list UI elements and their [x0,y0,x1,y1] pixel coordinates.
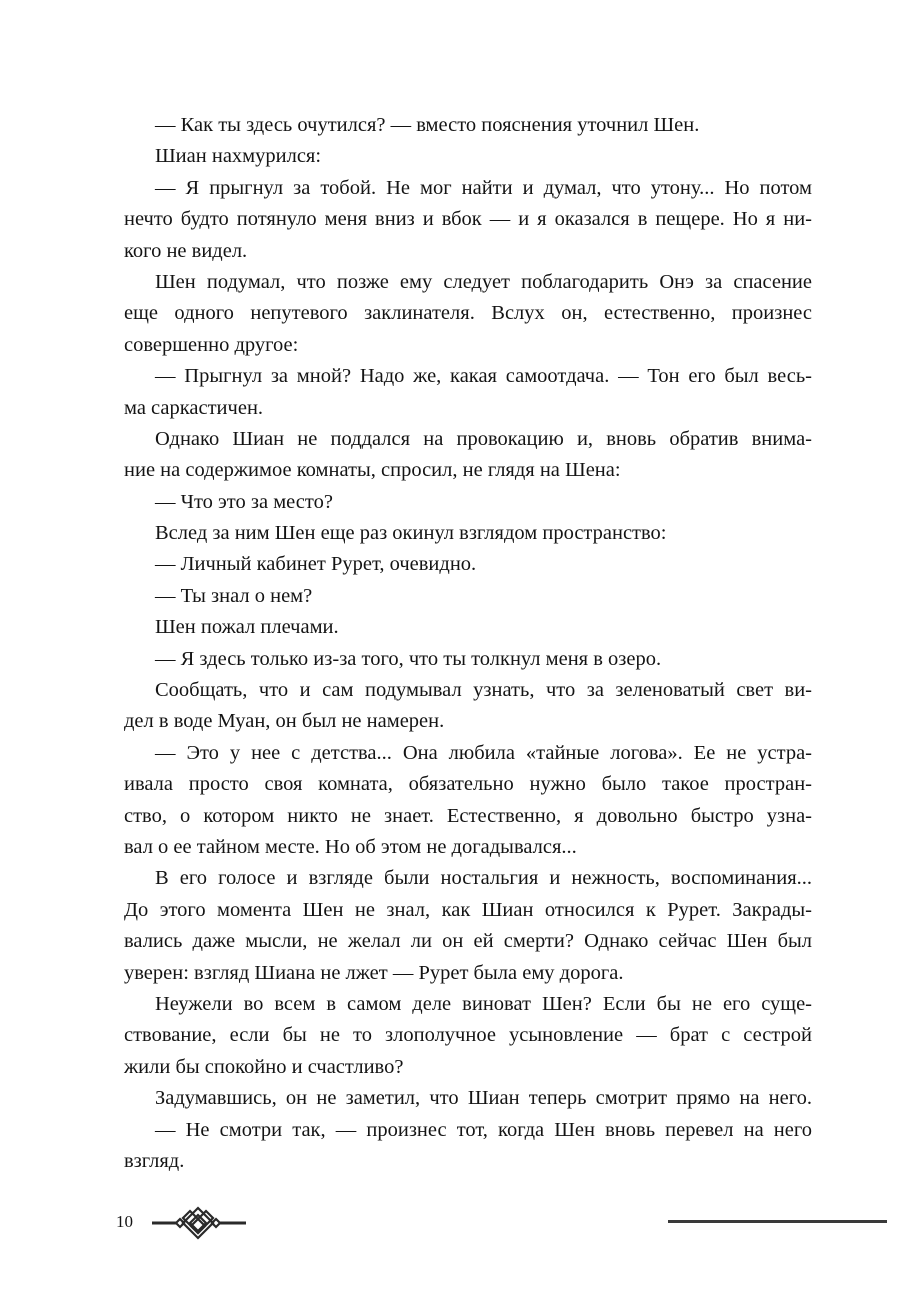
text-line: — Что это за место? [155,490,333,513]
text-line: Неужели во всем в самом деле виноват Шен? Если бы не его суще- [155,992,812,1015]
text-line: — Личный кабинет Рурет, очевидно. [155,553,477,576]
knot-lattice [176,1208,220,1238]
text-line: ма саркастичен. [124,396,264,419]
text-line: ствование, если бы не то злополучное усыновление — брат с сестрой [124,1024,812,1047]
text-line: жили бы спокойно и счастливо? [124,1055,404,1078]
text-line: кого не видел. [124,239,248,262]
text-line: Шен подумал, что позже ему следует поблагодарить Онэ за спасение [155,270,812,293]
endless-knot-icon [150,1206,248,1240]
text-line: дел в воде Муан, он был не намерен. [124,710,445,733]
text-line: совершенно другое: [124,333,299,356]
text-line: ство, о котором никто не знает. Естественно, я довольно быстро узна- [124,804,812,827]
text-line: Шен пожал плечами. [155,616,339,639]
page-number: 10 [116,1212,133,1231]
text-line: — Не смотри так, — произнес тот, когда Шен вновь перевел на него [155,1118,812,1141]
text-line: Сообщать, что и сам подумывал узнать, что за зеленоватый свет ви- [155,679,812,702]
text-line: Шиан нахмурился: [155,145,322,168]
text-line: взгляд. [124,1149,185,1172]
text-line: — Я здесь только из-за того, что ты толкнул меня в озеро. [155,647,662,670]
text-line: Вслед за ним Шен еще раз окинул взглядом пространство: [155,522,667,545]
text-line: ивала просто своя комната, обязательно нужно было такое простран- [124,773,812,796]
text-line: В его голосе и взгляде были ностальгия и нежность, воспоминания... [155,867,812,890]
text-line: уверен: взгляд Шиана не лжет — Рурет была ему дорога. [124,961,624,984]
text-line: вал о ее тайном месте. Но об этом не догадывался... [124,835,577,858]
text-line: нечто будто потянуло меня вниз и вбок — и я оказался в пещере. Но я ни- [124,208,812,231]
text-line: вались даже мысли, не желал ли он ей смерти? Однако сейчас Шен был [124,930,812,953]
text-line: До этого момента Шен не знал, как Шиан относился к Рурет. Закрады- [124,898,812,921]
text-line: Задумавшись, он не заметил, что Шиан теперь смотрит прямо на него. [155,1087,812,1110]
text-line: еще одного непутевого заклинателя. Вслух он, естественно, произнес [124,302,812,325]
text-line: — Как ты здесь очутился? — вместо пояснения уточнил Шен. [155,114,700,136]
text-line: ние на содержимое комнаты, спросил, не глядя на Шена: [124,459,621,482]
text-line: — Это у нее с детства... Она любила «тайные логова». Ее не устра- [155,741,812,764]
text-line: — Прыгнул за мной? Надо же, какая самоотдача. — Тон его был весь- [155,365,812,388]
page-body [124,110,812,1177]
footer-rule [668,1220,887,1223]
text-line: Однако Шиан не поддался на провокацию и, вновь обратив внима- [155,427,812,450]
text-line: — Ты знал о нем? [155,584,313,607]
text-line: — Я прыгнул за тобой. Не мог найти и думал, что утону... Но потом [155,176,812,199]
